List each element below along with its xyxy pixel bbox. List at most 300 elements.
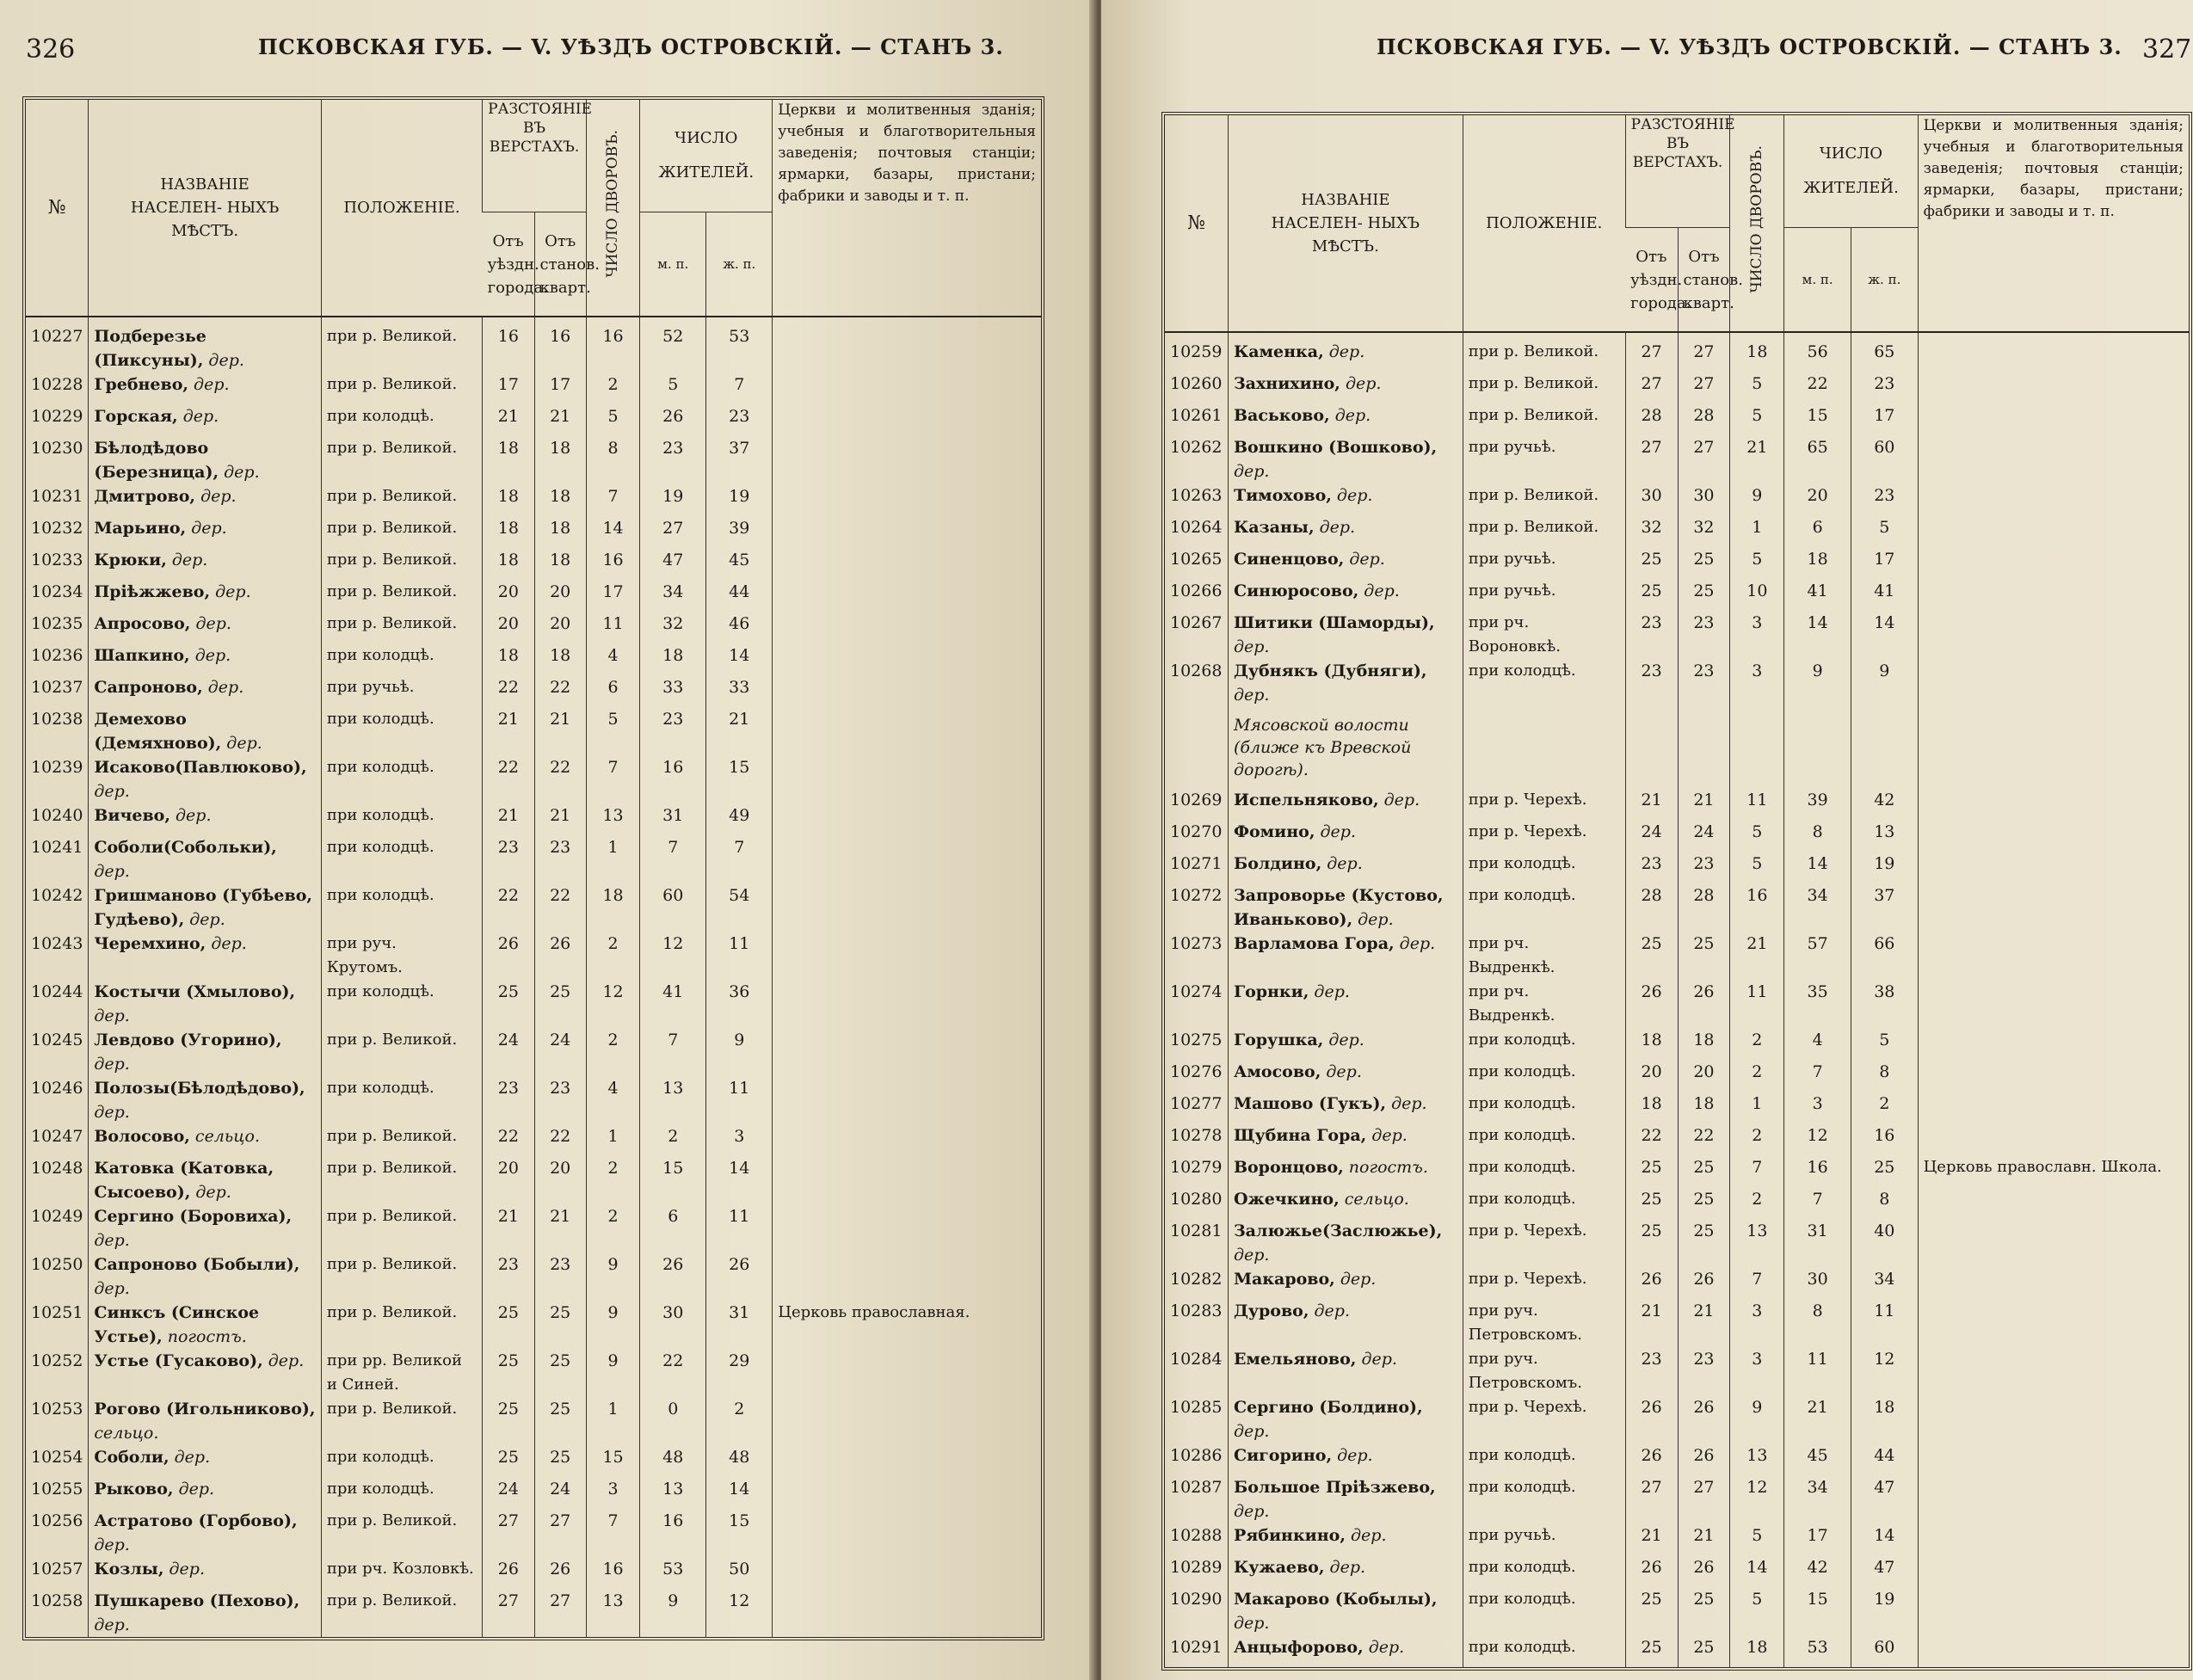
- settlement-name: Горушка,: [1233, 1031, 1324, 1049]
- distance-town: 21: [1641, 791, 1662, 809]
- settlement-name-cell: [1234, 518, 1355, 537]
- settlement-position: при р. Великой.: [1468, 518, 1599, 536]
- distance-stan: 20: [550, 614, 571, 633]
- settlement-position: при р. Великой.: [326, 614, 458, 632]
- distance-stan: 22: [550, 1127, 571, 1146]
- settlement-name-cell: [94, 934, 246, 953]
- col-header-residents: ЧИСЛО ЖИТЕЛЕЙ.: [1784, 115, 1918, 228]
- settlement-position: при колодцѣ.: [326, 1480, 434, 1498]
- settlement-number: 10249: [31, 1207, 83, 1226]
- male-count: 9: [1812, 662, 1823, 680]
- settlement-position: при р. Великой.: [326, 1207, 458, 1225]
- female-count: 13: [1874, 822, 1895, 841]
- settlement-name: Воронцово,: [1233, 1158, 1344, 1177]
- settlement-number: 10237: [31, 678, 83, 697]
- distance-town: 18: [497, 519, 519, 538]
- settlement-name: Астратово (Горбово),: [94, 1511, 298, 1530]
- distance-stan: 21: [1693, 791, 1715, 809]
- settlement-name-cell: [94, 582, 250, 601]
- settlement-kind: дер.: [1320, 822, 1356, 841]
- settlement-position: при колодцѣ.: [1468, 1062, 1576, 1080]
- table-row: [1165, 659, 2189, 707]
- distance-stan: 18: [550, 551, 571, 569]
- male-count: 32: [662, 614, 684, 633]
- settlement-position: при р. Великой.: [326, 1255, 458, 1273]
- settlement-kind: дер.: [94, 1535, 130, 1554]
- settlement-name: Рогово (Игольниково),: [94, 1400, 316, 1418]
- settlement-name: Дубнякъ (Дубняги),: [1233, 662, 1427, 680]
- settlement-position: при р. Великой.: [1468, 374, 1599, 392]
- table-row: [1165, 1555, 2189, 1587]
- settlement-number: 10289: [1170, 1558, 1223, 1577]
- female-count: 11: [1874, 1302, 1895, 1320]
- yards-count: 7: [1752, 1158, 1763, 1177]
- male-count: 15: [1807, 1590, 1828, 1609]
- settlement-name: Щубина Гора,: [1233, 1126, 1367, 1145]
- settlement-kind: дер.: [1368, 1638, 1405, 1657]
- female-count: 41: [1874, 582, 1895, 600]
- male-count: 18: [1807, 550, 1828, 569]
- distance-stan: 25: [1693, 582, 1715, 600]
- settlement-name-cell: [1234, 934, 1435, 953]
- yards-count: 7: [1752, 1270, 1763, 1289]
- distance-town: 25: [497, 982, 519, 1001]
- settlement-kind: дер.: [189, 910, 225, 929]
- settlement-kind: дер.: [94, 782, 130, 801]
- distance-town: 26: [1641, 1398, 1662, 1417]
- distance-stan: 20: [550, 582, 571, 601]
- settlement-name-cell: [94, 1079, 305, 1122]
- female-count: 19: [1874, 854, 1895, 873]
- settlement-kind: дер.: [94, 1231, 130, 1250]
- distance-stan: 21: [1693, 1302, 1715, 1320]
- settlement-name-cell: [1234, 582, 1400, 600]
- settlement-name: Полозы(Бѣлодѣдово),: [94, 1079, 305, 1098]
- female-count: 21: [729, 710, 750, 729]
- male-count: 34: [1807, 886, 1828, 905]
- table-row: [26, 1076, 1041, 1124]
- settlement-name: Пріѣжжево,: [94, 582, 211, 601]
- distance-stan: 18: [550, 439, 571, 458]
- table-row: [1165, 1587, 2189, 1635]
- settlement-kind: дер.: [169, 1560, 206, 1578]
- female-count: 47: [1874, 1478, 1895, 1497]
- settlement-kind: дер.: [1334, 406, 1371, 425]
- settlement-position: при колодцѣ.: [326, 838, 434, 856]
- distance-stan: 22: [550, 886, 571, 905]
- col-header-position: ПОЛОЖЕНІЕ.: [321, 100, 482, 317]
- male-count: 30: [1807, 1270, 1828, 1289]
- male-count: 18: [662, 646, 684, 665]
- yards-count: 13: [1746, 1446, 1768, 1465]
- female-count: 25: [1874, 1158, 1895, 1177]
- female-count: 26: [729, 1255, 750, 1274]
- male-count: 42: [1807, 1558, 1828, 1577]
- male-count: 8: [1812, 1302, 1823, 1320]
- yards-count: 2: [607, 1031, 619, 1049]
- yards-count: 15: [602, 1448, 624, 1467]
- distance-stan: 25: [1693, 1158, 1715, 1177]
- settlement-name-cell: [94, 487, 236, 506]
- distance-stan: 28: [1693, 406, 1715, 425]
- yards-count: 16: [602, 551, 624, 569]
- settlement-name-cell: [1234, 550, 1385, 569]
- settlement-kind: дер.: [94, 1103, 130, 1122]
- male-count: 13: [662, 1480, 684, 1498]
- settlement-name: Синюросово,: [1233, 582, 1359, 600]
- settlement-number: 10232: [31, 519, 83, 538]
- col-header-yards: [1730, 115, 1784, 332]
- settlement-number: 10266: [1170, 582, 1223, 600]
- table-row: [26, 643, 1041, 675]
- settlement-position: при р. Великой.: [326, 375, 458, 393]
- female-count: 37: [1874, 886, 1895, 905]
- distance-town: 21: [497, 407, 519, 426]
- settlement-name-cell: [94, 678, 243, 697]
- table-row: [26, 835, 1041, 883]
- yards-count: 10: [1746, 582, 1768, 600]
- table-row: [26, 436, 1041, 484]
- distance-stan: 18: [1693, 1031, 1715, 1049]
- distance-stan: 21: [550, 1207, 571, 1226]
- table-row: [26, 1301, 1041, 1349]
- settlement-kind: дер.: [1327, 854, 1363, 873]
- settlement-kind: дер.: [226, 734, 262, 753]
- male-count: 7: [1812, 1062, 1823, 1081]
- table-row: [1165, 340, 2189, 372]
- male-count: 34: [662, 582, 684, 601]
- settlement-kind: дер.: [1364, 582, 1400, 600]
- settlement-name-cell: [1234, 1126, 1408, 1145]
- settlement-number: 10262: [1170, 438, 1223, 457]
- distance-town: 18: [1641, 1031, 1662, 1049]
- settlement-name-cell: [1234, 886, 1444, 929]
- male-count: 26: [662, 407, 684, 426]
- distance-stan: 21: [550, 710, 571, 729]
- settlement-name-cell: [94, 838, 276, 881]
- table-row: [1165, 1123, 2189, 1155]
- table-row: [1165, 1028, 2189, 1060]
- yards-count: 16: [602, 1560, 624, 1578]
- settlement-number: 10277: [1170, 1094, 1223, 1113]
- settlement-number: 10235: [31, 614, 83, 633]
- settlement-number: 10271: [1170, 854, 1223, 873]
- yards-count: 2: [607, 934, 619, 953]
- settlement-name: Фомино,: [1233, 822, 1315, 841]
- male-count: 13: [662, 1079, 684, 1098]
- table-row: [1165, 1299, 2189, 1347]
- distance-town: 28: [1641, 406, 1662, 425]
- settlement-number: 10234: [31, 582, 83, 601]
- settlement-position: при колодцѣ.: [1468, 1031, 1576, 1049]
- male-count: 2: [668, 1127, 679, 1146]
- distance-town: 25: [1641, 1190, 1662, 1209]
- settlement-position: при колодцѣ.: [1468, 1158, 1576, 1176]
- male-count: 23: [662, 439, 684, 458]
- yards-count: 18: [602, 886, 624, 905]
- settlement-kind: дер.: [1345, 374, 1382, 393]
- yards-count: 5: [1752, 406, 1763, 425]
- table-row: [26, 1397, 1041, 1445]
- settlement-name-cell: [94, 1207, 292, 1250]
- col-header-name: НАЗВАНІЕ НАСЕЛЕН- НЫХЪ МѢСТЪ.: [89, 100, 322, 317]
- settlement-kind: дер.: [178, 1480, 215, 1498]
- page-number: 327: [2142, 34, 2192, 65]
- settlement-name: Апросово,: [94, 614, 191, 633]
- col-header-no: №: [26, 100, 89, 317]
- distance-stan: 26: [1693, 1270, 1715, 1289]
- settlement-name-cell: [94, 1159, 274, 1202]
- settlement-kind: дер.: [1233, 1502, 1270, 1521]
- right-page: [1101, 0, 2193, 1680]
- distance-town: 22: [1641, 1126, 1662, 1145]
- settlement-kind: дер.: [176, 806, 212, 825]
- table-row: [26, 1445, 1041, 1477]
- female-count: 12: [729, 1591, 750, 1610]
- settlement-kind: дер.: [1314, 1302, 1351, 1320]
- distance-stan: 27: [1693, 342, 1715, 361]
- settlement-name-cell: [1234, 1094, 1427, 1113]
- distance-stan: 26: [550, 1560, 571, 1578]
- settlement-number: 10248: [31, 1159, 83, 1178]
- settlement-name-cell: [94, 1303, 259, 1346]
- col-header-yards: [586, 100, 639, 317]
- female-count: 36: [729, 982, 750, 1001]
- distance-town: 27: [497, 1591, 519, 1610]
- settlement-kind: дер.: [1233, 637, 1270, 656]
- distance-town: 25: [497, 1400, 519, 1418]
- female-count: 8: [1879, 1062, 1890, 1081]
- distance-stan: 25: [550, 1351, 571, 1370]
- settlement-kind: дер.: [1233, 1614, 1270, 1633]
- settlement-name-cell: [1234, 1526, 1387, 1545]
- yards-count: 2: [1752, 1062, 1763, 1081]
- female-count: 2: [734, 1400, 745, 1418]
- male-count: 57: [1807, 934, 1828, 953]
- male-count: 45: [1807, 1446, 1828, 1465]
- distance-stan: 26: [550, 934, 571, 953]
- settlement-name: Костычи (Хмылово),: [94, 982, 296, 1001]
- yards-count: 1: [1752, 518, 1763, 537]
- col-header-dist-town: Отъ уѣздн. города.: [483, 212, 534, 317]
- settlement-name: Сапроново (Бобыли),: [94, 1255, 300, 1274]
- male-count: 41: [1807, 582, 1828, 600]
- distance-town: 25: [497, 1303, 519, 1322]
- settlement-name: Устье (Гусаково),: [94, 1351, 263, 1370]
- yards-count: 14: [1746, 1558, 1768, 1577]
- table-row: [26, 1509, 1041, 1557]
- settlement-name: Подберезье (Пиксуны),: [94, 327, 206, 370]
- female-count: 44: [1874, 1446, 1895, 1465]
- female-count: 44: [729, 582, 750, 601]
- settlement-name: Рыково,: [94, 1480, 174, 1498]
- table-row: [26, 324, 1041, 372]
- settlement-name-cell: [1234, 342, 1364, 361]
- settlement-name: Исаково(Павлюково),: [94, 758, 307, 777]
- settlement-name: Соболи,: [94, 1448, 169, 1467]
- female-count: 66: [1874, 934, 1895, 953]
- settlement-name-cell: [94, 1351, 304, 1370]
- male-count: 16: [662, 758, 684, 777]
- settlement-name: Горская,: [94, 407, 178, 426]
- settlement-name: Тимохово,: [1233, 486, 1332, 505]
- settlement-name: Шитики (Шаморды),: [1233, 613, 1435, 632]
- subheading-row: [1165, 707, 2189, 788]
- table-row: [26, 755, 1041, 803]
- settlement-name: Соболи(Собольки),: [94, 838, 277, 857]
- distance-town: 27: [497, 1511, 519, 1530]
- female-count: 38: [1874, 982, 1895, 1001]
- distance-town: 21: [1641, 1302, 1662, 1320]
- settlement-position: при колодцѣ.: [1468, 1094, 1576, 1112]
- distance-town: 23: [1641, 854, 1662, 873]
- settlement-name-cell: [94, 1480, 214, 1498]
- table-row: [1165, 1523, 2189, 1555]
- settlement-name-cell: [1234, 1590, 1438, 1633]
- settlement-name: Гришманово (Губѣево, Гудѣево),: [94, 886, 313, 929]
- male-count: 19: [662, 487, 684, 506]
- female-count: 17: [1874, 550, 1895, 569]
- female-count: 12: [1874, 1350, 1895, 1369]
- settlement-number: 10265: [1170, 550, 1223, 569]
- female-count: 11: [729, 934, 750, 953]
- settlement-position: при колодцѣ.: [326, 806, 434, 824]
- yards-count: 13: [602, 806, 624, 825]
- distance-town: 24: [497, 1480, 519, 1498]
- settlement-kind: дер.: [191, 519, 227, 538]
- settlement-name-cell: [1234, 1062, 1362, 1081]
- yards-count: 3: [1752, 613, 1763, 632]
- settlement-number: 10241: [31, 838, 83, 857]
- male-count: 65: [1807, 438, 1828, 457]
- male-count: 27: [662, 519, 684, 538]
- settlement-number: 10258: [31, 1591, 83, 1610]
- settlements-table: [22, 96, 1044, 1640]
- table-row: [1165, 483, 2189, 515]
- settlement-name-cell: [94, 327, 244, 370]
- female-count: 14: [1874, 613, 1895, 632]
- yards-count: 5: [1752, 374, 1763, 393]
- distance-stan: 28: [1693, 886, 1715, 905]
- settlement-position: при р. Великой.: [326, 1159, 458, 1177]
- male-count: 12: [662, 934, 684, 953]
- male-count: 7: [668, 838, 679, 857]
- table-row: [1165, 403, 2189, 435]
- settlement-position: при р. Черехѣ.: [1468, 1270, 1587, 1288]
- settlement-position: при р. Великой.: [1468, 486, 1599, 504]
- col-header-no: №: [1165, 115, 1228, 332]
- settlement-position: при р. Великой.: [326, 1127, 458, 1145]
- distance-stan: 27: [1693, 374, 1715, 393]
- settlement-name: Вошкино (Вошково),: [1233, 438, 1438, 457]
- distance-town: 25: [497, 1448, 519, 1467]
- female-count: 34: [1874, 1270, 1895, 1289]
- table-row: [26, 612, 1041, 643]
- settlement-position: при р. Великой.: [326, 1031, 458, 1049]
- table-row: [1165, 1475, 2189, 1523]
- table-row: [1165, 1443, 2189, 1475]
- settlement-name: Дмитрово,: [94, 487, 196, 506]
- col-header-dist-stan: Отъ станов. кварт.: [1678, 228, 1730, 333]
- settlement-position: при колодцѣ.: [326, 886, 434, 904]
- running-header: ПСКОВСКАЯ ГУБ. — V. УѢЗДЪ ОСТРОВСКІЙ. — СТАНЪ 3.: [1377, 34, 2122, 59]
- table-row: [1165, 788, 2189, 820]
- settlement-number: 10278: [1170, 1126, 1223, 1145]
- distance-town: 21: [1641, 1526, 1662, 1545]
- settlement-position: при колодцѣ.: [326, 710, 434, 728]
- distance-town: 30: [1641, 486, 1662, 505]
- female-count: 9: [734, 1031, 745, 1049]
- col-header-dist-town: Отъ уѣздн. города.: [1625, 228, 1678, 333]
- male-count: 39: [1807, 791, 1828, 809]
- female-count: 18: [1874, 1398, 1895, 1417]
- female-count: 15: [729, 758, 750, 777]
- settlement-name: Емельяново,: [1233, 1350, 1357, 1369]
- distance-town: 22: [497, 758, 519, 777]
- settlement-kind: дер.: [174, 1448, 211, 1467]
- col-header-distance: РАЗСТОЯНІЕ ВЪ ВЕРСТАХЪ.: [1625, 115, 1730, 228]
- table-row: [26, 1252, 1041, 1301]
- table-row: [26, 1349, 1041, 1397]
- male-count: 6: [668, 1207, 679, 1226]
- distance-town: 27: [1641, 438, 1662, 457]
- settlement-name-cell: [1234, 791, 1420, 809]
- settlement-name: Крюки,: [94, 551, 167, 569]
- yards-count: 4: [607, 646, 619, 665]
- table-row: [1165, 435, 2189, 483]
- distance-town: 26: [1641, 1558, 1662, 1577]
- distance-town: 16: [497, 327, 519, 346]
- yards-count: 8: [607, 439, 619, 458]
- settlement-name: Большое Пріѣзжево,: [1233, 1478, 1436, 1497]
- male-count: 14: [1807, 854, 1828, 873]
- settlement-number: 10231: [31, 487, 83, 506]
- table-row: [1165, 1155, 2189, 1187]
- female-count: 5: [1879, 1031, 1890, 1049]
- settlement-kind: дер.: [1233, 1422, 1270, 1441]
- distance-stan: 25: [550, 982, 571, 1001]
- female-count: 19: [1874, 1590, 1895, 1609]
- table-row: [1165, 1635, 2189, 1667]
- table-row: [1165, 1347, 2189, 1395]
- left-page: [0, 0, 1094, 1680]
- distance-stan: 30: [1693, 486, 1715, 505]
- distance-stan: 17: [550, 375, 571, 394]
- distance-town: 28: [1641, 886, 1662, 905]
- settlements-table: [1161, 112, 2192, 1671]
- settlement-name: Болдино,: [1233, 854, 1322, 873]
- settlement-name: Волосово,: [94, 1127, 190, 1146]
- col-header-male: м. п.: [1784, 228, 1851, 333]
- table-row: [26, 707, 1041, 755]
- settlement-number: 10257: [31, 1560, 83, 1578]
- distance-town: 18: [497, 439, 519, 458]
- settlement-position: при руч. Петровскомъ.: [1468, 1350, 1582, 1392]
- distance-stan: 20: [550, 1159, 571, 1178]
- settlement-position: при р. Великой.: [326, 1400, 458, 1418]
- settlement-kind: дер.: [182, 407, 219, 426]
- female-count: 7: [734, 375, 745, 394]
- settlement-position: при колодцѣ.: [1468, 1638, 1576, 1656]
- settlement-position: при колодцѣ.: [1468, 1446, 1576, 1464]
- settlement-kind: дер.: [1319, 518, 1356, 537]
- settlement-name: Рябинкино,: [1233, 1526, 1346, 1545]
- yards-count: 17: [602, 582, 624, 601]
- settlement-number: 10280: [1170, 1190, 1223, 1209]
- settlement-name: Макарово,: [1233, 1270, 1335, 1289]
- settlement-name: Макарово (Кобылы),: [1233, 1590, 1438, 1609]
- table-row: [26, 1124, 1041, 1156]
